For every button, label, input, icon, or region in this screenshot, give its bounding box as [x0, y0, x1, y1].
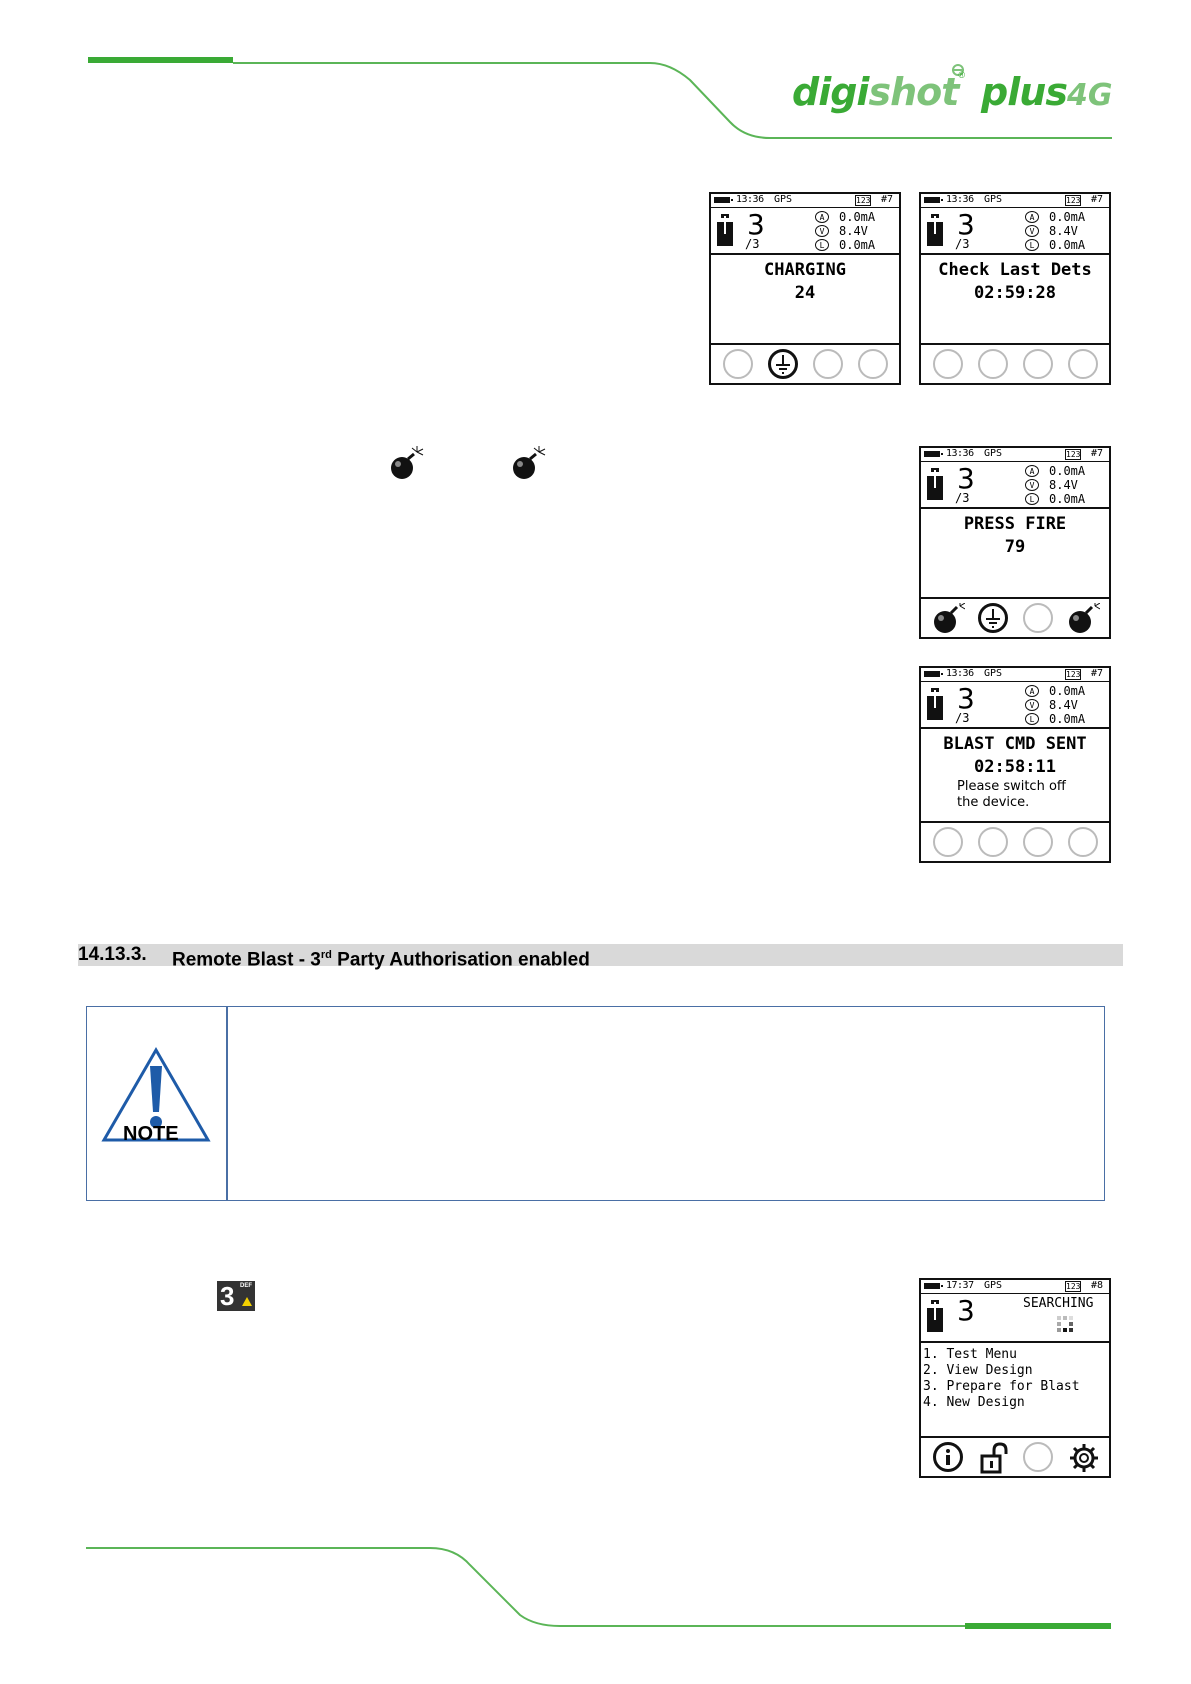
note-box: [86, 1006, 1105, 1201]
softkey-fire-right[interactable]: [1068, 603, 1098, 633]
det-total: /3: [955, 237, 970, 251]
det-total: /3: [745, 237, 760, 251]
screen-line-2: 02:58:11: [974, 757, 1056, 777]
softkey-info[interactable]: [933, 1442, 963, 1472]
status-time: 13:36: [736, 194, 764, 205]
header-green-bar: [88, 57, 233, 63]
status-bar: [921, 194, 1109, 208]
logo-digi: digi: [792, 70, 869, 114]
softkey-3[interactable]: [1023, 827, 1053, 857]
softkey-1[interactable]: [723, 349, 753, 379]
softkey-4[interactable]: [1068, 349, 1098, 379]
info-row: [921, 1294, 1109, 1343]
softkey-3[interactable]: [1023, 1442, 1053, 1472]
softkey-row: [921, 823, 1109, 861]
softkey-fire-left[interactable]: [933, 603, 963, 633]
key-letters: DEF: [240, 1283, 252, 1289]
screen-line-3: Please switch off: [957, 779, 1066, 794]
battery-icon: [924, 451, 940, 457]
status-hash: #8: [1091, 1280, 1104, 1291]
detonator-icon: [925, 688, 945, 720]
section-number: 14.13.3.: [78, 944, 147, 965]
leakage-icon: L: [1025, 493, 1039, 505]
bomb-icon: [1068, 603, 1100, 635]
status-gps: GPS: [984, 1280, 1003, 1291]
warning-small-icon: [242, 1297, 252, 1306]
status-time: 17:37: [946, 1280, 974, 1291]
screen-line-4: the device.: [957, 795, 1030, 810]
status-gps: GPS: [774, 194, 793, 205]
device-screen-fire: [919, 446, 1111, 639]
leakage-icon: L: [1025, 713, 1039, 725]
softkey-1[interactable]: [933, 349, 963, 379]
meters: [1025, 210, 1085, 252]
gear-icon: [1068, 1442, 1100, 1474]
softkey-row: [921, 599, 1109, 637]
screen-line-1: BLAST CMD SENT: [943, 734, 1087, 754]
key-3-icon: [217, 1281, 255, 1311]
menu-item-test[interactable]: 1. Test Menu: [923, 1347, 1017, 1362]
meter-current: 0.0mA: [1049, 464, 1086, 478]
menu-item-view-design[interactable]: 2. View Design: [923, 1363, 1033, 1378]
status-gps: GPS: [984, 448, 1003, 459]
softkey-row: [921, 345, 1109, 383]
det-count: 3: [957, 682, 975, 715]
voltage-icon: V: [1025, 225, 1039, 237]
info-row: [921, 682, 1109, 729]
meter-current: 0.0mA: [839, 210, 876, 224]
meter-leakage: 0.0mA: [1049, 492, 1086, 506]
device-screen-check: [919, 192, 1111, 385]
softkey-settings[interactable]: [1068, 1442, 1098, 1472]
keypad-mode-icon: 123: [1066, 670, 1081, 679]
bomb-icon: [933, 603, 965, 635]
keypad-mode-icon: 123: [1066, 1282, 1081, 1291]
softkey-3[interactable]: [813, 349, 843, 379]
section-title-pre: Remote Blast - 3: [172, 949, 321, 971]
info-icon: [936, 1445, 960, 1469]
status-bar: [921, 668, 1109, 682]
softkey-1[interactable]: [933, 827, 963, 857]
key-digit: 3: [220, 1281, 235, 1311]
softkey-2[interactable]: [978, 349, 1008, 379]
status-time: 13:36: [946, 668, 974, 679]
current-icon: A: [1025, 685, 1039, 697]
status-bar: [921, 448, 1109, 462]
status-gps: GPS: [984, 194, 1003, 205]
current-icon: A: [1025, 465, 1039, 477]
bomb-icon: [391, 446, 423, 479]
screen-line-2: 02:59:28: [974, 283, 1056, 303]
meter-current: 0.0mA: [1049, 684, 1086, 698]
detonator-icon: [715, 214, 735, 246]
softkey-earth[interactable]: [768, 349, 798, 379]
softkey-3[interactable]: [1023, 349, 1053, 379]
screen-body: [921, 729, 1109, 823]
meter-voltage: 8.4V: [1049, 224, 1078, 238]
detonator-icon: [925, 214, 945, 246]
softkey-unlock[interactable]: [978, 1442, 1008, 1472]
battery-icon: [924, 197, 940, 203]
current-icon: A: [815, 211, 829, 223]
det-count: 3: [957, 1294, 975, 1327]
softkey-earth[interactable]: [978, 603, 1008, 633]
meter-leakage: 0.0mA: [1049, 238, 1086, 252]
meter-voltage: 8.4V: [1049, 698, 1078, 712]
meters: [1025, 464, 1085, 506]
voltage-icon: V: [1025, 479, 1039, 491]
softkey-2[interactable]: [978, 827, 1008, 857]
meter-leakage: 0.0mA: [1049, 712, 1086, 726]
search-status: SEARCHING: [1023, 1296, 1094, 1311]
leakage-icon: L: [815, 239, 829, 251]
status-time: 13:36: [946, 448, 974, 459]
status-time: 13:36: [946, 194, 974, 205]
device-screen-charging: [709, 192, 901, 385]
menu-item-new-design[interactable]: 4. New Design: [923, 1395, 1025, 1410]
battery-icon: [924, 1283, 940, 1289]
footer-curve-line: [86, 1548, 965, 1626]
screen-line-2: 79: [1004, 537, 1026, 557]
device-screen-sent: [919, 666, 1111, 863]
det-count: 3: [957, 208, 975, 241]
leakage-icon: L: [1025, 239, 1039, 251]
meter-current: 0.0mA: [1049, 210, 1086, 224]
meter-leakage: 0.0mA: [839, 238, 876, 252]
battery-icon: [924, 671, 940, 677]
note-label: NOTE: [123, 1123, 179, 1145]
meters: [1025, 684, 1085, 726]
screen-body: [921, 509, 1109, 599]
logo-plus: plus: [981, 70, 1067, 114]
unlock-icon: [978, 1442, 1010, 1474]
menu-item-prepare-blast[interactable]: 3. Prepare for Blast: [923, 1379, 1080, 1394]
screen-body: [711, 255, 899, 345]
softkey-4[interactable]: [858, 349, 888, 379]
note-divider: [226, 1007, 228, 1200]
status-hash: #7: [881, 194, 894, 205]
menu-list: [921, 1343, 1109, 1438]
digishot-logo: [792, 70, 1112, 130]
meter-voltage: 8.4V: [1049, 478, 1078, 492]
logo-shot: shot: [868, 70, 959, 114]
screen-line-1: PRESS FIRE: [963, 514, 1067, 534]
section-heading: [78, 944, 1123, 971]
status-gps: GPS: [984, 668, 1003, 679]
bomb-icon: [513, 446, 545, 479]
status-hash: #7: [1091, 448, 1104, 459]
info-row: [921, 208, 1109, 255]
voltage-icon: V: [1025, 699, 1039, 711]
logo-reg: ®: [958, 70, 966, 80]
detonator-icon: [925, 1300, 945, 1332]
screen-line-1: Check Last Dets: [938, 260, 1092, 280]
keypad-mode-icon: 123: [1066, 450, 1081, 459]
battery-icon: [714, 197, 730, 203]
det-count: 3: [747, 208, 765, 241]
detonator-icon: [925, 468, 945, 500]
meters: [815, 210, 875, 252]
det-total: /3: [955, 711, 970, 725]
keypad-mode-icon: 123: [856, 196, 871, 205]
current-icon: A: [1025, 211, 1039, 223]
screen-line-1: CHARGING: [764, 260, 846, 280]
footer-green-bar: [965, 1623, 1111, 1629]
screen-line-2: 24: [794, 283, 816, 303]
section-title-sup: rd: [320, 949, 332, 961]
logo-4g: 4G: [1066, 78, 1113, 113]
softkey-row: [711, 345, 899, 383]
screen-body: [921, 255, 1109, 345]
softkey-3[interactable]: [1023, 603, 1053, 633]
softkey-row: [921, 1438, 1109, 1476]
keypad-mode-icon: 123: [1066, 196, 1081, 205]
status-bar: [711, 194, 899, 208]
status-hash: #7: [1091, 668, 1104, 679]
status-bar: [921, 1280, 1109, 1294]
softkey-4[interactable]: [1068, 827, 1098, 857]
status-hash: #7: [1091, 194, 1104, 205]
searching-icon: [1055, 1314, 1075, 1334]
section-title: [172, 944, 590, 971]
section-title-post: Party Authorisation enabled: [331, 949, 590, 971]
meter-voltage: 8.4V: [839, 224, 868, 238]
voltage-icon: V: [815, 225, 829, 237]
earth-icon: [771, 352, 795, 376]
earth-icon: [981, 606, 1005, 630]
info-row: [711, 208, 899, 255]
det-total: /3: [955, 491, 970, 505]
det-count: 3: [957, 462, 975, 495]
info-row: [921, 462, 1109, 509]
device-screen-menu: [919, 1278, 1111, 1478]
